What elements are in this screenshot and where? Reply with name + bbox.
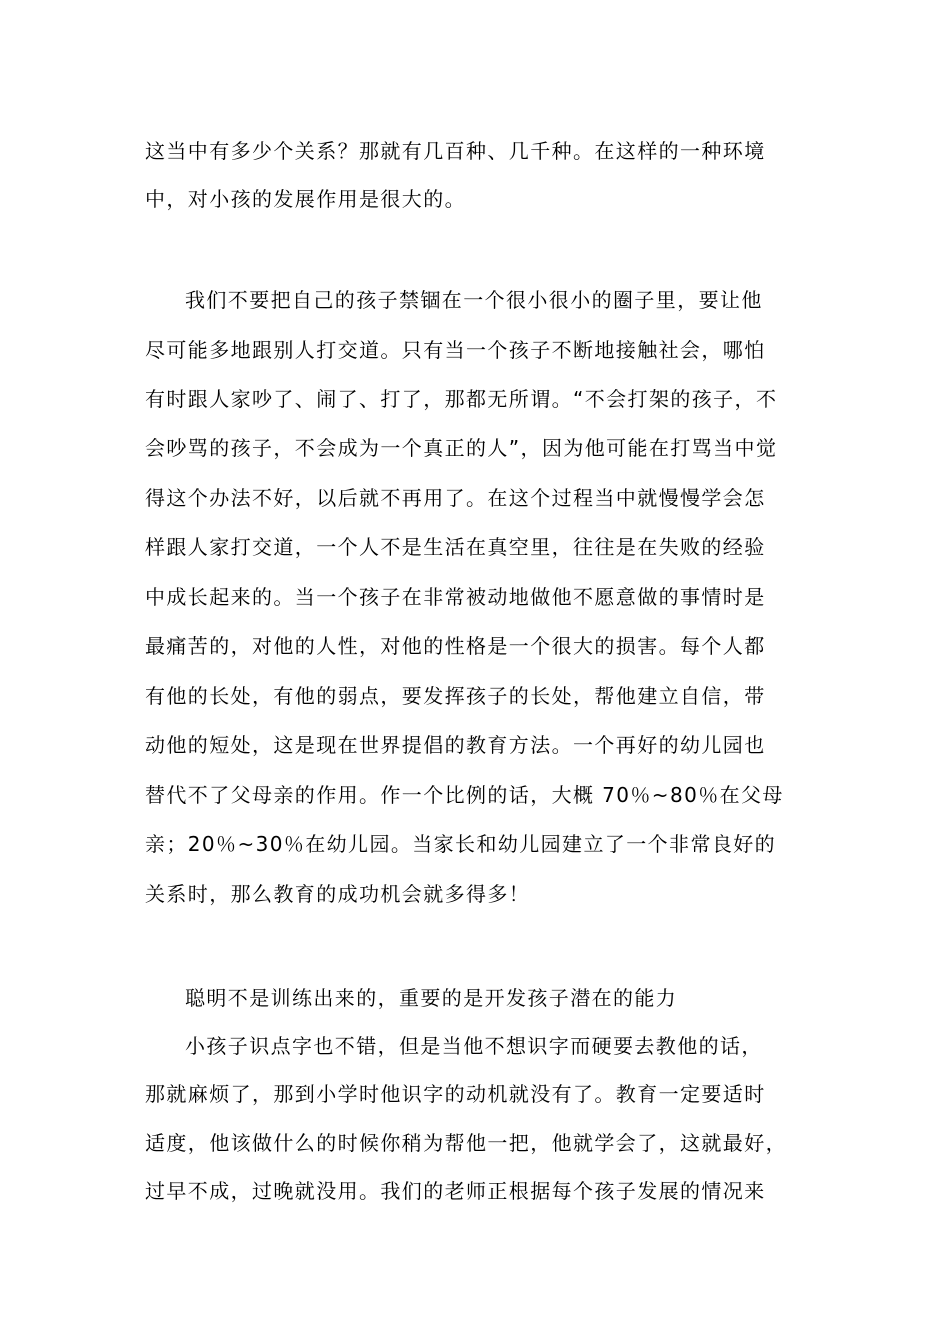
paragraph-2-line-13: 关系时，那么教育的成功机会就多得多！ [145, 882, 531, 906]
paragraph-2-line-6: 样跟人家打交道，一个人不是生活在真空里，往往是在失败的经验 [145, 535, 766, 559]
paragraph-3-line-4: 过早不成，过晚就没用。我们的老师正根据每个孩子发展的情况来 [145, 1179, 766, 1203]
paragraph-2-line-8: 最痛苦的，对他的人性，对他的性格是一个很大的损害。每个人都 [145, 634, 766, 658]
paragraph-1-line-1: 这当中有多少个关系？那就有几百种、几千种。在这样的一种环境 [145, 139, 766, 163]
paragraph-2-line-11: 替代不了父母亲的作用。作一个比例的话，大概 70％~80％在父母 [145, 783, 784, 807]
paragraph-3-line-2: 那就麻烦了，那到小学时他识字的动机就没有了。教育一定要适时 [145, 1082, 766, 1106]
paragraph-2-line-1: 我们不要把自己的孩子禁锢在一个很小很小的圈子里，要让他 [185, 288, 763, 312]
section-heading: 聪明不是训练出来的，重要的是开发孩子潜在的能力 [185, 986, 678, 1010]
paragraph-3-line-1: 小孩子识点字也不错，但是当他不想识字而硬要去教他的话， [185, 1034, 763, 1058]
paragraph-2-line-9: 有他的长处，有他的弱点，要发挥孩子的长处，帮他建立自信，带 [145, 684, 766, 708]
paragraph-2-line-2: 尽可能多地跟别人打交道。只有当一个孩子不断地接触社会，哪怕 [145, 338, 766, 362]
paragraph-2-line-10: 动他的短处，这是现在世界提倡的教育方法。一个再好的幼儿园也 [145, 733, 766, 757]
paragraph-1-line-2: 中，对小孩的发展作用是很大的。 [145, 187, 466, 211]
paragraph-2-line-3: 有时跟人家吵了、闹了、打了，那都无所谓。“不会打架的孩子，不 [145, 387, 778, 411]
paragraph-2-line-5: 得这个办法不好，以后就不再用了。在这个过程当中就慢慢学会怎 [145, 486, 766, 510]
paragraph-3-line-3: 适度，他该做什么的时候你稍为帮他一把，他就学会了，这就最好， [145, 1131, 787, 1155]
paragraph-2-line-7: 中成长起来的。当一个孩子在非常被动地做他不愿意做的事情时是 [145, 585, 766, 609]
paragraph-2-line-4: 会吵骂的孩子，不会成为一个真正的人”，因为他可能在打骂当中觉 [145, 436, 778, 460]
paragraph-2-line-12: 亲；20％~30％在幼儿园。当家长和幼儿园建立了一个非常良好的 [145, 832, 777, 856]
